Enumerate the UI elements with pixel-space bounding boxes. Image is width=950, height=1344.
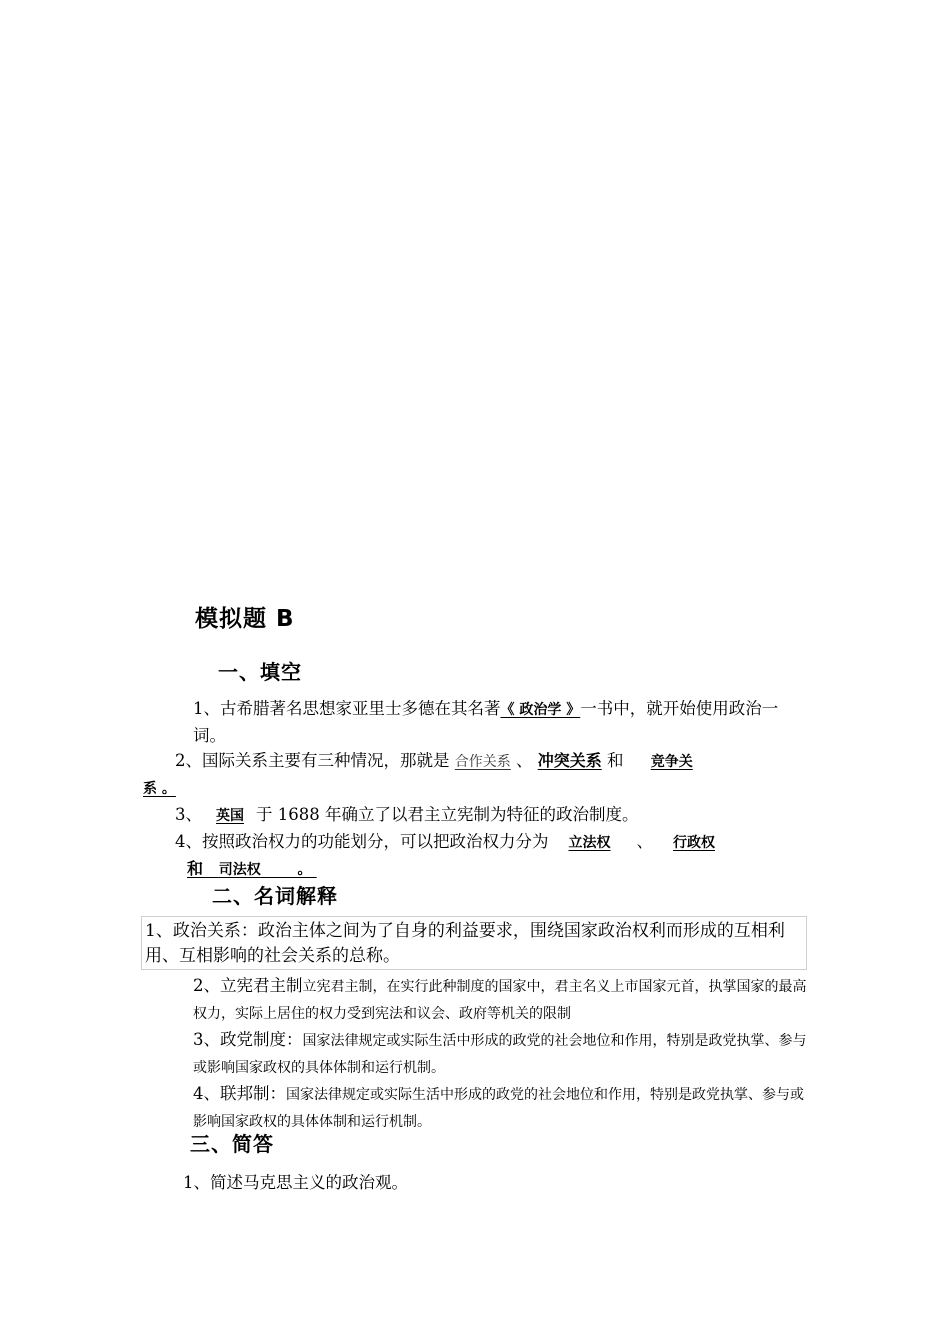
answer-blank: 合作关系 [454,754,511,770]
question-2: 2、国际关系主要有三种情况，那就是 合作关系 、 冲突关系 和 竞争关 [175,751,693,770]
page-title: 模拟题 B [195,606,295,632]
answer-blank: 行政权 [673,835,715,851]
definition-2: 2、立宪君主制立宪君主制，在实行此种制度的国家中，君主名义上市国家元首，执掌国家的最高权力，实际上居住的权力受到宪法和议会、政府等机关的限制 [193,976,807,1022]
section-heading-short-answer: 三、简答 [190,1132,274,1156]
definition-1-box [141,916,807,970]
definition-4: 4、联邦制：国家法律规定或实际生活中形成的政党的社会地位和作用，特别是政党执掌、参与或影响国家政权的具体体制和运行机制。 [193,1084,804,1130]
definition-1: 1、政治关系：政治主体之间为了自身的利益要求，围绕国家政治权利而形成的互相利用、互相影响的社会关系的总称。 [145,921,785,966]
question-2-continued [143,775,808,802]
question-3: 3、 英国 于 1688 年确立了以君主立宪制为特征的政治制度。 [175,805,639,824]
question-4: 4、按照政治权力的功能划分，可以把政治权力分为 立法权 、 行政权 [175,832,715,851]
answer-blank: 立法权 [568,835,611,851]
question-4-continued: 和 司法权 。 [187,859,312,878]
answer-blank: 系 。 [143,781,176,797]
answer-blank: 《 政治学 》 [500,702,581,718]
question-1: 1、古希腊著名思想家亚里士多德在其名著《 政治学 》一书中，就开始使用政治一词。 [193,699,779,745]
section-heading-definitions: 二、名词解释 [212,884,338,908]
fill-blank-questions [143,696,808,883]
answer-blank: 冲突关系 [537,751,602,770]
short-answer-questions [143,1170,808,1195]
section-heading-fill-blank: 一、填空 [218,660,302,684]
definitions-list [143,973,808,1135]
definition-3: 3、政党制度：国家法律规定或实际生活中形成的政党的社会地位和作用，特别是政党执掌、参与或影响国家政权的具体体制和运行机制。 [193,1030,807,1076]
answer-blank: 竞争关 [650,754,693,770]
short-answer-1: 1、简述马克思主义的政治观。 [183,1173,408,1192]
answer-blank: 英国 [216,808,244,824]
answer-blank: 司法权 [218,862,261,878]
